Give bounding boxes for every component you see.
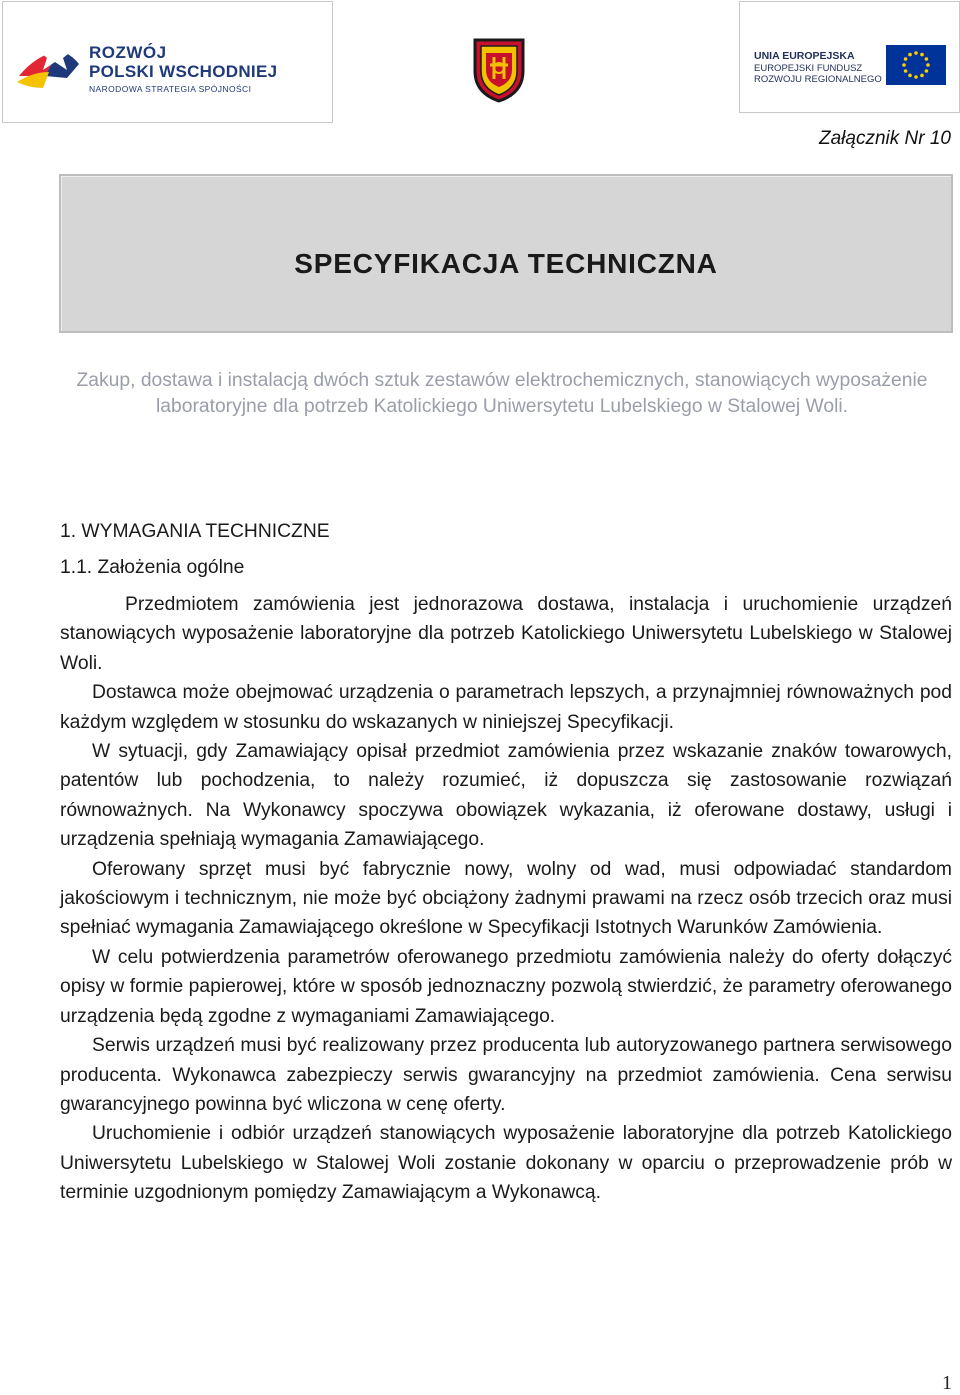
paragraph: Dostawca może obejmować urządzenia o parametrach lepszych, a przynajmniej równoważnych pod każdym względem w stosunku do wskazanych w niniejszej Specyfikacji. xyxy=(60,682,952,733)
rpw-logo-line2: POLSKI WSCHODNIEJ xyxy=(89,62,278,81)
attachment-label: Załącznik Nr 10 xyxy=(819,128,951,149)
rpw-logo-text xyxy=(89,44,277,94)
subject-text: Zakup, dostawa i instalacją dwóch sztuk zestawów elektrochemicznych, stanowiących wyposażenie laboratoryjne dla potrzeb Katolickiego Uniwersytetu Lubelskiego w Stalowej Woli. xyxy=(76,370,928,417)
section-heading-1: 1. WYMAGANIA TECHNICZNE xyxy=(60,521,330,542)
eu-logo-line2: EUROPEJSKI FUNDUSZ xyxy=(754,62,863,74)
document-title: SPECYFIKACJA TECHNICZNA xyxy=(294,248,718,279)
title-box xyxy=(59,174,953,333)
eu-logo-text xyxy=(754,50,882,85)
logo-unia-europejska xyxy=(739,1,960,113)
paragraph: Oferowany sprzęt musi być fabrycznie nowy, wolny od wad, musi odpowiadać standardom jakościowym i technicznym, nie może być obciążony żadnymi prawami na rzecz osób trzecich oraz musi spełniać wymagania Zamawiającego określone w Specyfikacji Istotnych Warunków Zamówienia. xyxy=(60,858,952,939)
eu-flag-icon xyxy=(886,45,946,85)
body-text xyxy=(60,590,952,1208)
star-emblem-icon xyxy=(15,32,85,92)
rpw-logo-line3: NARODOWA STRATEGIA SPÓJNOŚCI xyxy=(89,84,252,94)
paragraph: W sytuacji, gdy Zamawiający opisał przedmiot zamówienia przez wskazanie znaków towarowych, patentów lub pochodzenia, to należy rozumieć, iż dopuszcza się zastosowanie rozwiązań równoważnych. Na Wykonawcy spoczywa obowiązek wykazania, iż oferowane dostawy, usługi i urządzenia spełniają wymagania Zamawiającego. xyxy=(60,741,952,851)
logo-rozwoj-polski-wschodniej xyxy=(2,1,333,123)
paragraph: Przedmiotem zamówienia jest jednorazowa dostawa, instalacja i uruchomienie urządzeń stanowiących wyposażenie laboratoryjne dla potrzeb Katolickiego Uniwersytetu Lubelskiego w Stalowej Woli. xyxy=(60,594,952,674)
university-crest-icon xyxy=(472,37,526,103)
paragraph: Uruchomienie i odbiór urządzeń stanowiących wyposażenie laboratoryjne dla potrzeb Katolickiego Uniwersytetu Lubelskiego w Stalowej Woli zostanie dokonany w oparciu o przeprowadzenie prób w terminie uzgodnionym pomiędzy Zamawiającym a Wykonawcą. xyxy=(60,1123,952,1204)
paragraph: Serwis urządzeń musi być realizowany przez producenta lub autoryzowanego partnera serwisowego producenta. Wykonawca zabezpieczy serwis gwarancyjny na przedmiot zamówienia. Cena serwisu gwarancyjnego powinna być wliczona w cenę oferty. xyxy=(60,1035,952,1115)
paragraph: W celu potwierdzenia parametrów oferowanego przedmiotu zamówienia należy do oferty dołączyć opisy w formie papierowej, które w sposób jednoznaczny pozwolą stwierdzić, że parametry oferowanego urządzenia będą zgodne z wymaganiami Zamawiającego. xyxy=(60,946,952,1027)
rpw-logo-line1: ROZWÓJ xyxy=(89,43,167,62)
eu-logo-line3: ROZWOJU REGIONALNEGO xyxy=(754,73,882,85)
eu-logo-line1: UNIA EUROPEJSKA xyxy=(754,50,855,62)
page-number: 1 xyxy=(942,1372,952,1394)
section-heading-1-1: 1.1. Założenia ogólne xyxy=(60,557,245,578)
